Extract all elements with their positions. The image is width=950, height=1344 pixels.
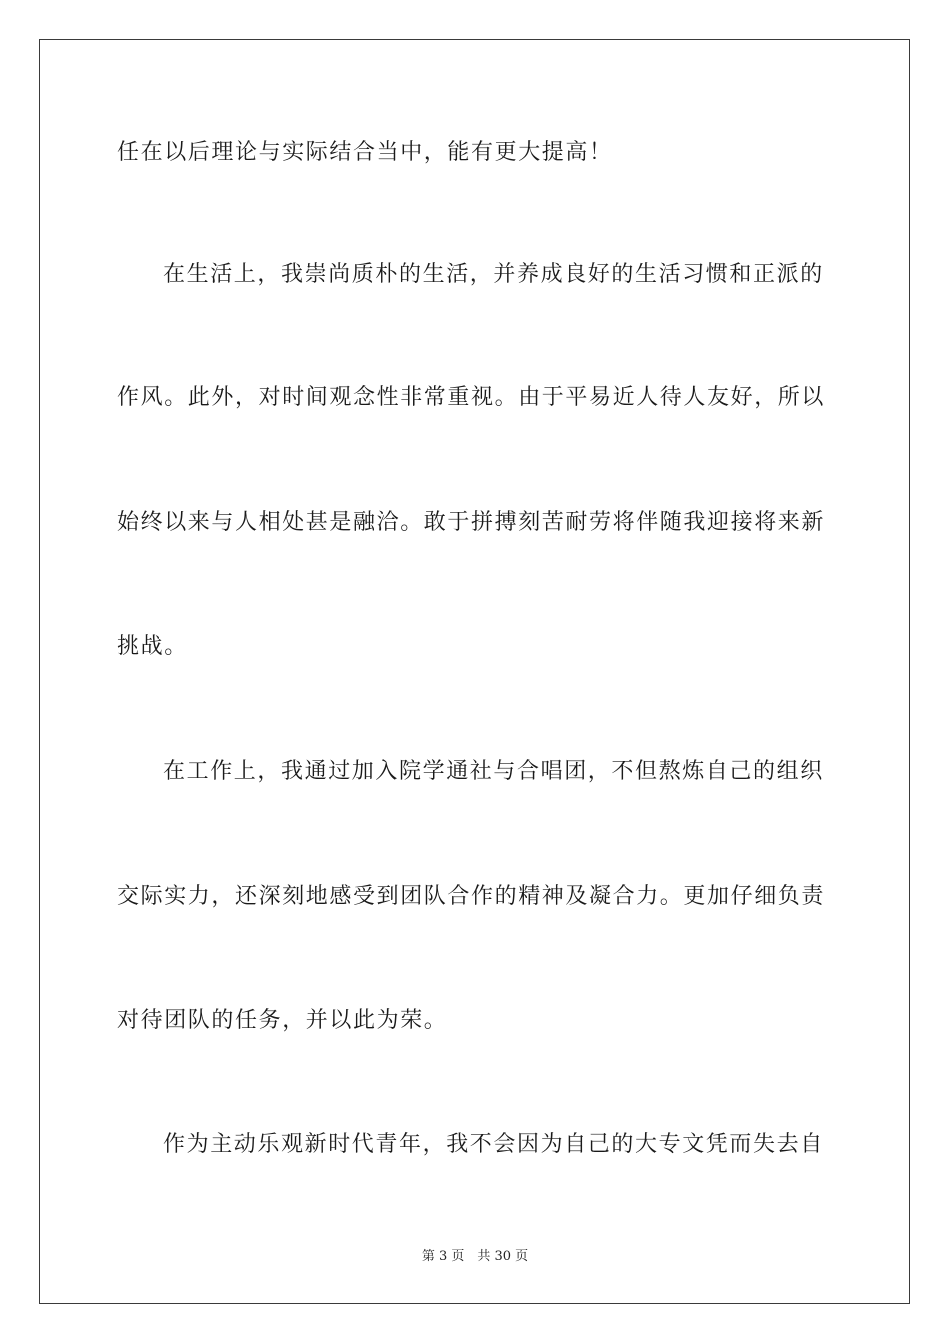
- text-line-6: 在工作上，我通过加入院学通社与合唱团，不但熬炼自己的组织: [163, 759, 824, 784]
- text-line-8: 对待团队的任务，并以此为荣。: [117, 1008, 448, 1033]
- page-border: [39, 39, 910, 1304]
- text-line-2: 在生活上，我崇尚质朴的生活，并养成良好的生活习惯和正派的: [163, 262, 824, 287]
- text-line-5: 挑战。: [117, 634, 188, 659]
- text-line-1: 任在以后理论与实际结合当中，能有更大提高！: [117, 140, 613, 165]
- text-line-4: 始终以来与人相处甚是融洽。敢于拼搏刻苦耐劳将伴随我迎接将来新: [117, 510, 826, 535]
- page-number-footer: 第 3 页 共 30 页: [421, 1249, 529, 1264]
- text-line-3: 作风。此外，对时间观念性非常重视。由于平易近人待人友好，所以: [117, 385, 826, 410]
- text-line-7: 交际实力，还深刻地感受到团队合作的精神及凝合力。更加仔细负责: [117, 884, 826, 909]
- text-line-9: 作为主动乐观新时代青年，我不会因为自己的大专文凭而失去自: [163, 1132, 824, 1157]
